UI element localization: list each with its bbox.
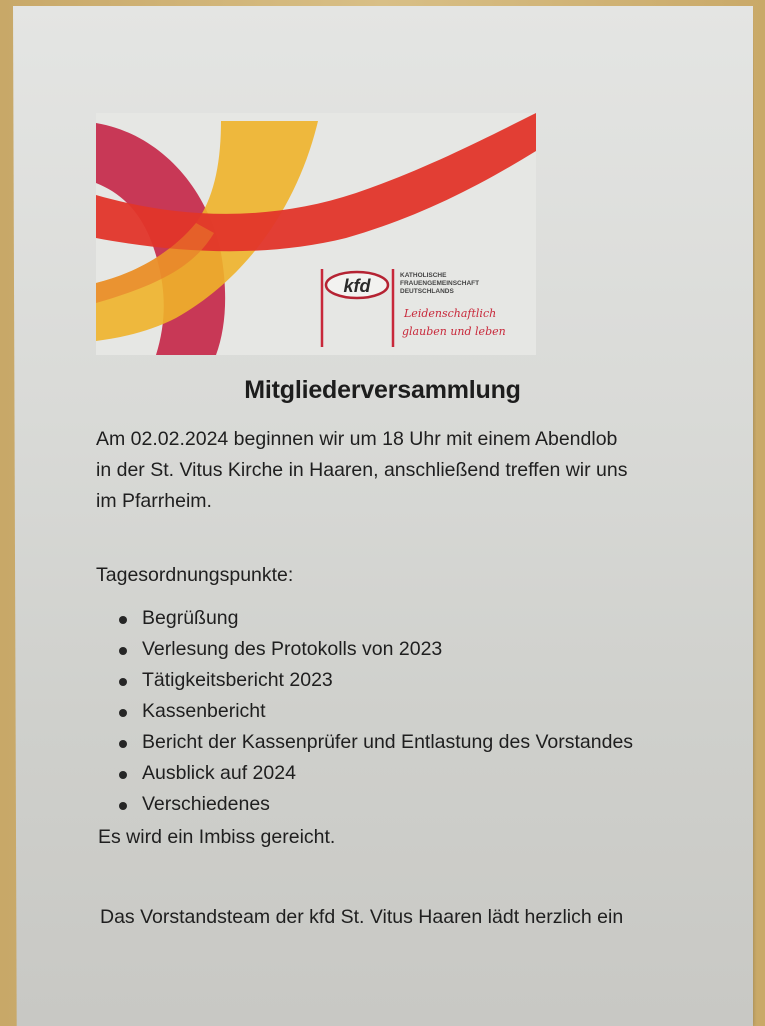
agenda-item: Kassenbericht [96, 696, 633, 727]
agenda-item: Verschiedenes [96, 789, 633, 820]
bullet-icon [119, 771, 127, 779]
svg-text:Leidenschaftlich: Leidenschaftlich [404, 307, 497, 320]
svg-text:KATHOLISCHE: KATHOLISCHE [400, 272, 447, 279]
agenda-item: Ausblick auf 2024 [96, 758, 633, 789]
svg-text:FRAUENGEMEINSCHAFT: FRAUENGEMEINSCHAFT [400, 280, 480, 287]
intro-line: Am 02.02.2024 beginnen wir um 18 Uhr mit einem Abendlob [96, 428, 618, 450]
bullet-icon [119, 802, 127, 810]
page-title: Mitgliederversammlung [244, 376, 521, 404]
svg-text:kfd: kfd [343, 276, 371, 296]
bullet-icon [119, 678, 127, 686]
svg-text:glauben und leben: glauben und leben [402, 325, 506, 338]
swoosh-graphic [96, 113, 536, 355]
bullet-icon [119, 647, 127, 655]
signature-line: Das Vorstandsteam der kfd St. Vitus Haaren lädt herzlich ein [100, 906, 624, 928]
bullet-icon [119, 616, 127, 624]
intro-line: im Pfarrheim. [96, 490, 212, 512]
agenda-item: Tätigkeitsbericht 2023 [96, 665, 633, 696]
agenda-heading: Tagesordnungspunkte: [96, 564, 294, 586]
kfd-logo [96, 113, 536, 355]
bullet-icon [119, 740, 127, 748]
agenda-item: Bericht der Kassenprüfer und Entlastung des Vorstandes [96, 727, 633, 758]
agenda-item: Begrüßung [96, 603, 633, 634]
bullet-icon [119, 709, 127, 717]
agenda-item: Verlesung des Protokolls von 2023 [96, 634, 633, 665]
intro-paragraph [96, 424, 696, 517]
svg-text:DEUTSCHLANDS: DEUTSCHLANDS [400, 288, 454, 295]
agenda-list [96, 603, 633, 820]
snack-note: Es wird ein Imbiss gereicht. [98, 826, 336, 848]
intro-line: in der St. Vitus Kirche in Haaren, anschließend treffen wir uns [96, 459, 628, 481]
